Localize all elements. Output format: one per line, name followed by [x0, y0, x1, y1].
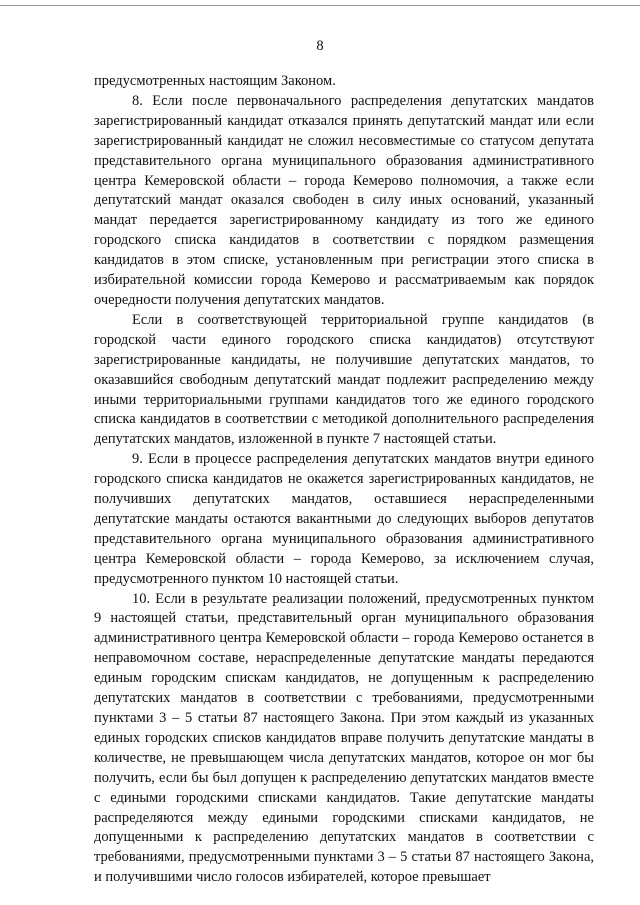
paragraph-item-10: 10. Если в результате реализации положений, предусмотренных пунктом 9 настоящей статьи, представительный орган муниципального образования административного центра Кемеровской области – города Кемерово останется в неправомочном составе, нераспределенные депутатские мандаты передаются единым городским спискам кандидатов, не допущенным к распределению депутатских мандатов в соответствии с требованиями, предусмотренными пунктами 3 – 5 статьи 87 настоящего Закона. При этом каждый из указанных единых городских списков кандидатов вправе получить депутатские мандаты в количестве, не превышающем числа депутатских мандатов, которое он мог бы получить, если бы был допущен к распределению депутатских мандатов вместе с едиными городскими списками кандидатов. Такие депутатские мандаты распределяются между едиными городскими списками кандидатов, не допущенными к распределению депутатских мандатов в соответствии с требованиями, предусмотренными пунктами 3 – 5 статьи 87 настоящего Закона, и получившими число голосов избирателей, которое превышает [94, 590, 594, 886]
paragraph-item-8-continuation: Если в соответствующей территориальной группе кандидатов (в городской части единого городского списка кандидатов) отсутствуют зарегистрированные кандидаты, не получившие депутатских мандатов, то оказавшийся свободным депутатский мандат подлежит распределению между иными территориальными группами кандидатов того же единого городского списка кандидатов в соответствии с методикой дополнительного распределения депутатских мандатов, изложенной в пункте 7 настоящей статьи. [94, 311, 594, 448]
paragraph-continuation: предусмотренных настоящим Законом. [94, 73, 336, 89]
page-number: 8 [316, 38, 324, 54]
paragraph-item-9: 9. Если в процессе распределения депутатских мандатов внутри единого городского списка кандидатов не окажется зарегистрированных кандидатов, не получивших депутатских мандатов, оставшиеся нераспределенными депутатские мандаты остаются вакантными до следующих выборов депутатов представительного органа муниципального образования административного центра Кемеровской области – города Кемерово, за исключением случая, предусмотренного пунктом 10 настоящей статьи. [94, 451, 594, 587]
top-edge-rule [0, 5, 640, 6]
document-body [94, 72, 594, 888]
paragraph-item-8: 8. Если после первоначального распределения депутатских мандатов зарегистрированный кандидат отказался принять депутатский мандат или если зарегистрированный кандидат не сложил несовместимые со статусом депутата представительного органа муниципального образования административного центра Кемеровской области – города Кемерово полномочия, а также если депутатский мандат оказался свободен в силу иных оснований, указанный мандат передается зарегистрированному кандидату из того же единого городского списка кандидатов в соответствии с порядком размещения кандидатов в этом списке, установленным при регистрации этого списка в избирательной комиссии города Кемерово и рассматриваемым как порядок очередности получения депутатских мандатов. [94, 92, 594, 308]
